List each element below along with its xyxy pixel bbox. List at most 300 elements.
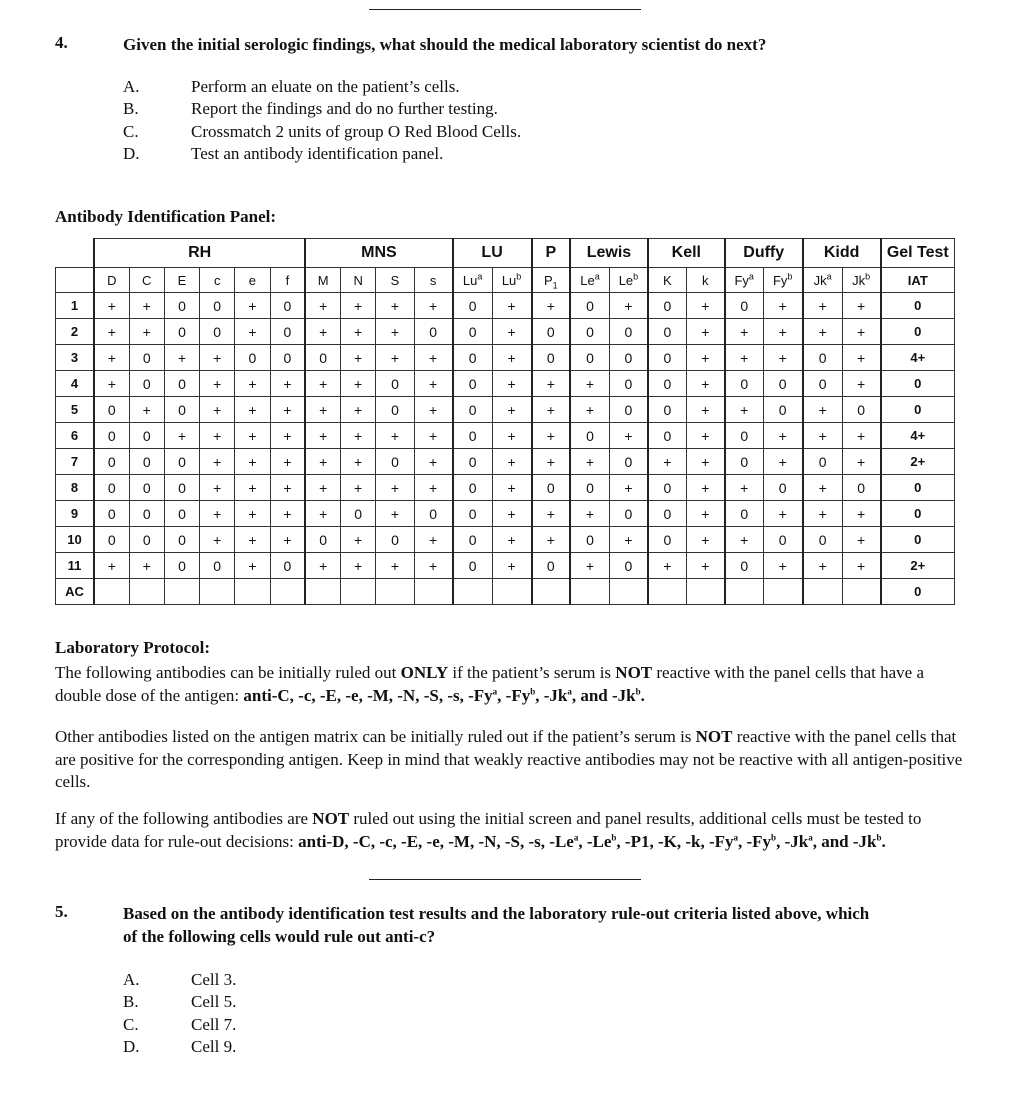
antigen-result-cell: + [341, 371, 376, 397]
antigen-result-cell: + [686, 423, 724, 449]
antigen-result-cell: + [763, 345, 803, 371]
antigen-N: N [341, 268, 376, 293]
antigen-S: S [376, 268, 414, 293]
panel-row [56, 579, 955, 605]
panel-row [56, 553, 955, 579]
antigen-result-cell: + [492, 449, 532, 475]
antigen-result-cell: + [686, 449, 724, 475]
antigen-result-cell: + [492, 475, 532, 501]
antigen-result-cell: + [532, 501, 570, 527]
antigen-result-cell: 0 [648, 319, 686, 345]
sup-a: a [567, 685, 572, 696]
antigen-base: Lu [501, 272, 517, 288]
panel-row [56, 475, 955, 501]
antigen-result-cell: 0 [376, 449, 414, 475]
antigen-result-cell: + [686, 527, 724, 553]
antigen-result-cell: + [609, 475, 647, 501]
antigen-result-cell: + [570, 371, 609, 397]
antigen-result-cell: + [532, 527, 570, 553]
antigen-result-cell: 0 [453, 293, 492, 319]
antigen-result-cell: 0 [414, 319, 452, 345]
antigen-result-cell: + [414, 397, 452, 423]
antigen-result-cell [414, 579, 452, 605]
antigen-result-cell: + [414, 475, 452, 501]
antigen-result-cell: + [492, 345, 532, 371]
gel-test-result: 0 [881, 319, 955, 345]
protocol-paragraph-2 [55, 726, 965, 794]
antigen-result-cell: + [376, 293, 414, 319]
antigen-result-cell: + [376, 345, 414, 371]
antigen-result-cell: + [842, 527, 880, 553]
antigen-result-cell: 0 [164, 397, 199, 423]
group-kidd: Kidd [803, 239, 881, 268]
option-text: Cell 9. [191, 1037, 237, 1056]
antigen-sup: a [826, 271, 832, 282]
antigen-result-cell: 0 [94, 423, 129, 449]
antigen-result-cell: 0 [570, 475, 609, 501]
antigen-result-cell: + [492, 397, 532, 423]
p3-text-b: ruled out using the initial screen and panel results, additional cells must be tested to provide data for rule-out decisions: [55, 809, 922, 851]
antigen-result-cell: + [570, 397, 609, 423]
antigen-s: s [414, 268, 452, 293]
antigen-result-cell [341, 579, 376, 605]
antigen-result-cell [686, 579, 724, 605]
sup-a: a [733, 831, 738, 842]
antigen-result-cell: 0 [270, 345, 305, 371]
antigen-result-cell: 0 [200, 293, 235, 319]
antigen-result-cell: + [235, 501, 270, 527]
antigen-result-cell: 0 [532, 345, 570, 371]
antigen-result-cell: + [270, 397, 305, 423]
antigen-result-cell: + [305, 501, 340, 527]
antigen-result-cell: + [341, 553, 376, 579]
antigen-result-cell: 0 [94, 475, 129, 501]
panel-row [56, 397, 955, 423]
antigen-result-cell: + [235, 371, 270, 397]
sup-b: b [876, 831, 882, 842]
group-kell: Kell [648, 239, 725, 268]
option-text: Cell 7. [191, 1015, 237, 1034]
antigen-result-cell: + [414, 553, 452, 579]
antigen-result-cell: + [763, 501, 803, 527]
gel-test-result: 2+ [881, 553, 955, 579]
antigen-result-cell: + [570, 449, 609, 475]
antigen-base: Fy [772, 272, 788, 288]
antigen-result-cell: 0 [129, 449, 164, 475]
antigen-result-cell: 0 [648, 397, 686, 423]
p1-list: anti-C, -c, -E, -e, -M, -N, -S, -s, -Fy [243, 685, 493, 705]
antigen-result-cell: + [842, 293, 880, 319]
p1-text-c: reactive with the panel cells that have a double dose of the antigen: [55, 663, 925, 705]
antigen-result-cell: + [725, 397, 763, 423]
antigen-result-cell: + [94, 345, 129, 371]
antigen-result-cell: + [763, 423, 803, 449]
antigen-result-cell: + [235, 293, 270, 319]
p1-only: ONLY [400, 663, 449, 682]
option-letter: C. [123, 1015, 139, 1034]
antigen-result-cell: 0 [763, 527, 803, 553]
antigen-iat: IAT [881, 268, 955, 293]
row-number: 2 [56, 319, 94, 345]
antigen-result-cell: 0 [648, 345, 686, 371]
antigen-result-cell: + [763, 449, 803, 475]
antigen-result-cell: + [305, 397, 340, 423]
antigen-result-cell: 0 [200, 553, 235, 579]
antigen-result-cell: 0 [305, 345, 340, 371]
row-number: 9 [56, 501, 94, 527]
gel-test-result: 0 [881, 293, 955, 319]
antigen-result-cell: + [686, 475, 724, 501]
option-text: Cell 3. [191, 970, 237, 989]
antigen-result-cell [270, 579, 305, 605]
antigen-result-cell [492, 579, 532, 605]
antigen-f: f [270, 268, 305, 293]
antigen-D: D [94, 268, 129, 293]
antigen-result-cell [235, 579, 270, 605]
antigen-result-cell: + [235, 397, 270, 423]
option-letter: A. [123, 77, 140, 96]
sup-a: a [573, 831, 579, 842]
antigen-result-cell: 0 [453, 501, 492, 527]
sup-b: b [530, 685, 536, 696]
antigen-result-cell: + [376, 475, 414, 501]
antigen-result-cell: 0 [609, 397, 647, 423]
antigen-result-cell: 0 [763, 371, 803, 397]
antigen-result-cell: 0 [164, 501, 199, 527]
antigen-result-cell: 0 [532, 553, 570, 579]
antigen-result-cell: + [803, 397, 842, 423]
antigen-result-cell: + [270, 501, 305, 527]
antigen-result-cell: + [164, 423, 199, 449]
antigen-c: c [200, 268, 235, 293]
antigen-lu-a [453, 268, 492, 293]
antigen-result-cell: + [235, 527, 270, 553]
antigen-result-cell [725, 579, 763, 605]
panel-row [56, 423, 955, 449]
antigen-le-b [609, 268, 647, 293]
option-text: Cell 5. [191, 992, 237, 1011]
option-letter: D. [123, 1037, 140, 1056]
antigen-result-cell: 0 [164, 475, 199, 501]
antigen-result-cell [200, 579, 235, 605]
antigen-result-cell: 0 [376, 371, 414, 397]
antigen-result-cell [94, 579, 129, 605]
option-letter: D. [123, 144, 140, 163]
p1-jkb: , and -Jk [571, 685, 636, 705]
panel-row [56, 319, 955, 345]
antigen-result-cell: + [305, 449, 340, 475]
antigen-result-cell [129, 579, 164, 605]
gel-test-result: 0 [881, 397, 955, 423]
p3-jkb: , and -Jk [812, 831, 877, 851]
antigen-result-cell: + [235, 423, 270, 449]
antigen-result-cell: + [842, 423, 880, 449]
row-number: 10 [56, 527, 94, 553]
antigen-result-cell: 0 [648, 527, 686, 553]
antigen-sup: b [787, 271, 793, 282]
antigen-base: Jk [852, 272, 866, 288]
question-4-text: Given the initial serologic findings, what should the medical laboratory scientist do next? [123, 35, 767, 54]
antigen-result-cell: 0 [341, 501, 376, 527]
antigen-result-cell: 0 [453, 449, 492, 475]
gel-test-result: 0 [881, 501, 955, 527]
antigen-result-cell: + [686, 345, 724, 371]
antigen-result-cell: 0 [129, 475, 164, 501]
antigen-e: e [235, 268, 270, 293]
panel-row [56, 449, 955, 475]
antigen-result-cell: + [725, 345, 763, 371]
antigen-result-cell: 0 [200, 319, 235, 345]
p3-not: NOT [312, 809, 350, 828]
antigen-result-cell: + [648, 449, 686, 475]
antigen-jk-a [803, 268, 842, 293]
sup-b: b [635, 685, 641, 696]
option-text: Test an antibody identification panel. [191, 144, 444, 163]
p3-list: anti-D, -C, -c, -E, -e, -M, -N, -S, -s, -Le [298, 831, 574, 851]
antigen-M: M [305, 268, 340, 293]
antigen-le-a [570, 268, 609, 293]
antigen-result-cell: + [763, 293, 803, 319]
protocol-paragraph-1 [55, 662, 965, 707]
antigen-result-cell: 0 [609, 553, 647, 579]
antigen-base: Le [580, 272, 595, 288]
antigen-result-cell [763, 579, 803, 605]
gel-test-result: 2+ [881, 449, 955, 475]
antigen-result-cell: + [341, 397, 376, 423]
antigen-result-cell: + [164, 345, 199, 371]
antigen-result-cell: + [200, 449, 235, 475]
antigen-result-cell: + [341, 449, 376, 475]
antigen-result-cell: + [200, 345, 235, 371]
antigen-result-cell: + [94, 319, 129, 345]
antigen-result-cell: + [648, 553, 686, 579]
antigen-result-cell: + [686, 293, 724, 319]
antigen-result-cell: + [270, 449, 305, 475]
antigen-result-cell: + [94, 371, 129, 397]
antigen-result-cell: + [570, 553, 609, 579]
antigen-sup: b [516, 271, 522, 282]
antigen-base: Jk [813, 272, 827, 288]
group-rh: RH [94, 239, 305, 268]
antigen-result-cell: 0 [94, 397, 129, 423]
antigen-result-cell: 0 [609, 345, 647, 371]
row-number: AC [56, 579, 94, 605]
antigen-base: Le [618, 272, 634, 288]
antigen-result-cell: + [686, 397, 724, 423]
antigen-result-cell: 0 [164, 553, 199, 579]
antigen-result-cell: 0 [129, 501, 164, 527]
antigen-result-cell: + [129, 397, 164, 423]
question-5-number: 5. [55, 902, 68, 921]
antigen-result-cell: + [414, 527, 452, 553]
gel-test-result: 0 [881, 579, 955, 605]
antigen-result-cell: 0 [414, 501, 452, 527]
antigen-result-cell: 0 [164, 449, 199, 475]
antigen-result-cell: + [492, 501, 532, 527]
antigen-result-cell: + [305, 553, 340, 579]
antigen-result-cell: + [532, 293, 570, 319]
antigen-result-cell: + [341, 475, 376, 501]
antigen-result-cell: 0 [648, 475, 686, 501]
gel-test-result: 0 [881, 371, 955, 397]
antigen-result-cell: 0 [648, 293, 686, 319]
gel-test-result: 0 [881, 475, 955, 501]
antigen-result-cell: 0 [609, 319, 647, 345]
antigen-result-cell: 0 [609, 501, 647, 527]
antigen-fy-a [725, 268, 763, 293]
p1-not: NOT [615, 663, 653, 682]
antigen-result-cell: + [376, 553, 414, 579]
antibody-panel-table [55, 238, 955, 605]
antigen-result-cell: 0 [305, 527, 340, 553]
antigen-result-cell: + [235, 319, 270, 345]
antigen-result-cell: + [842, 345, 880, 371]
group-mns: MNS [305, 239, 452, 268]
antigen-result-cell: + [842, 319, 880, 345]
panel-row [56, 501, 955, 527]
p2-not: NOT [695, 727, 733, 746]
antigen-result-cell: + [686, 371, 724, 397]
antigen-result-cell [532, 579, 570, 605]
antigen-result-cell: + [270, 475, 305, 501]
antigen-result-cell: 0 [763, 397, 803, 423]
antigen-result-cell: 0 [609, 449, 647, 475]
antigen-result-cell: + [200, 423, 235, 449]
antigen-result-cell: + [532, 449, 570, 475]
group-lu: LU [453, 239, 532, 268]
antigen-result-cell: + [725, 475, 763, 501]
antigen-result-cell [164, 579, 199, 605]
antigen-result-cell: 0 [570, 293, 609, 319]
antigen-result-cell: + [803, 293, 842, 319]
antigen-result-cell: 0 [270, 293, 305, 319]
panel-title: Antibody Identification Panel: [55, 207, 277, 226]
antigen-result-cell [648, 579, 686, 605]
antigen-result-cell [305, 579, 340, 605]
antigen-K: K [648, 268, 686, 293]
p3-p1: , -P1, -K, -k, -Fy [616, 831, 734, 851]
antigen-result-cell: + [532, 371, 570, 397]
antigen-result-cell: 0 [803, 527, 842, 553]
antigen-result-cell: 0 [725, 293, 763, 319]
antigen-result-cell: + [305, 475, 340, 501]
antigen-result-cell: 0 [94, 501, 129, 527]
antigen-result-cell: 0 [129, 423, 164, 449]
antigen-result-cell: + [609, 293, 647, 319]
protocol-heading [55, 637, 965, 660]
p1-jka: , -Jk [535, 685, 568, 705]
row-number: 7 [56, 449, 94, 475]
bottom-divider [369, 879, 641, 880]
antigen-result-cell: + [414, 371, 452, 397]
p3-end: . [881, 831, 886, 851]
group-p: P [532, 239, 570, 268]
antigen-result-cell: 0 [453, 553, 492, 579]
p2-text-b: reactive with the panel cells that are positive for the corresponding antigen. Keep in mind that weakly reactive antibodies may not be reactive with all antigen-positive cells. [55, 727, 963, 791]
antigen-result-cell: + [686, 553, 724, 579]
antigen-result-cell: 0 [842, 475, 880, 501]
antigen-result-cell: + [492, 319, 532, 345]
antigen-result-cell: 0 [725, 501, 763, 527]
corner-cell [56, 239, 94, 268]
antigen-result-cell: 0 [803, 371, 842, 397]
antigen-result-cell: 0 [725, 371, 763, 397]
antigen-result-cell: + [200, 527, 235, 553]
row-number: 6 [56, 423, 94, 449]
antigen-result-cell: 0 [842, 397, 880, 423]
antigen-result-cell: + [492, 371, 532, 397]
antigen-result-cell: + [492, 423, 532, 449]
antigen-result-cell: + [414, 449, 452, 475]
antigen-result-cell [609, 579, 647, 605]
antigen-jk-b [842, 268, 880, 293]
sup-b: b [611, 831, 617, 842]
antigen-result-cell: + [200, 371, 235, 397]
antigen-result-cell: + [686, 501, 724, 527]
antigen-k: k [686, 268, 724, 293]
antigen-result-cell: 0 [94, 527, 129, 553]
antigen-result-cell: + [376, 501, 414, 527]
group-lewis: Lewis [570, 239, 648, 268]
protocol-heading-text: Laboratory Protocol: [55, 638, 211, 657]
row-number: 1 [56, 293, 94, 319]
antigen-result-cell [376, 579, 414, 605]
option-letter: C. [123, 122, 139, 141]
antigen-result-cell: + [235, 475, 270, 501]
antigen-result-cell: + [341, 293, 376, 319]
option-letter: B. [123, 992, 139, 1011]
antigen-result-cell: + [763, 553, 803, 579]
antigen-result-cell: + [686, 319, 724, 345]
antigen-result-cell: 0 [129, 371, 164, 397]
antigen-result-cell: + [842, 553, 880, 579]
antigen-result-cell: 0 [570, 423, 609, 449]
panel-body [56, 293, 955, 605]
antigen-result-cell [803, 579, 842, 605]
antigen-result-cell: 0 [609, 371, 647, 397]
antigen-result-cell: + [94, 553, 129, 579]
antigen-result-cell: 0 [532, 319, 570, 345]
antigen-result-cell: 0 [376, 527, 414, 553]
antigen-result-cell: + [129, 293, 164, 319]
antigen-result-cell: + [803, 423, 842, 449]
option-text: Report the findings and do no further testing. [191, 99, 498, 118]
antigen-result-cell: + [235, 553, 270, 579]
antigen-result-cell: + [763, 319, 803, 345]
antigen-result-cell: 0 [803, 449, 842, 475]
antigen-result-cell: 0 [453, 345, 492, 371]
option-letter: B. [123, 99, 139, 118]
panel-row [56, 345, 955, 371]
antigen-result-cell: 0 [94, 449, 129, 475]
antigen-result-cell: + [305, 423, 340, 449]
antigen-result-cell: + [414, 345, 452, 371]
top-divider [369, 9, 641, 10]
antigen-result-cell: + [376, 423, 414, 449]
antigen-result-cell: + [532, 423, 570, 449]
panel-row [56, 293, 955, 319]
antigen-result-cell: + [235, 449, 270, 475]
antigen-result-cell: 0 [164, 371, 199, 397]
antigen-sup: a [748, 271, 754, 282]
antigen-result-cell: 0 [453, 475, 492, 501]
antigen-sub: 1 [552, 280, 558, 291]
protocol-paragraph-3 [55, 808, 965, 853]
antigen-result-cell: 0 [763, 475, 803, 501]
antigen-result-cell: + [200, 397, 235, 423]
sup-a: a [808, 831, 813, 842]
antigen-result-cell: 0 [725, 449, 763, 475]
